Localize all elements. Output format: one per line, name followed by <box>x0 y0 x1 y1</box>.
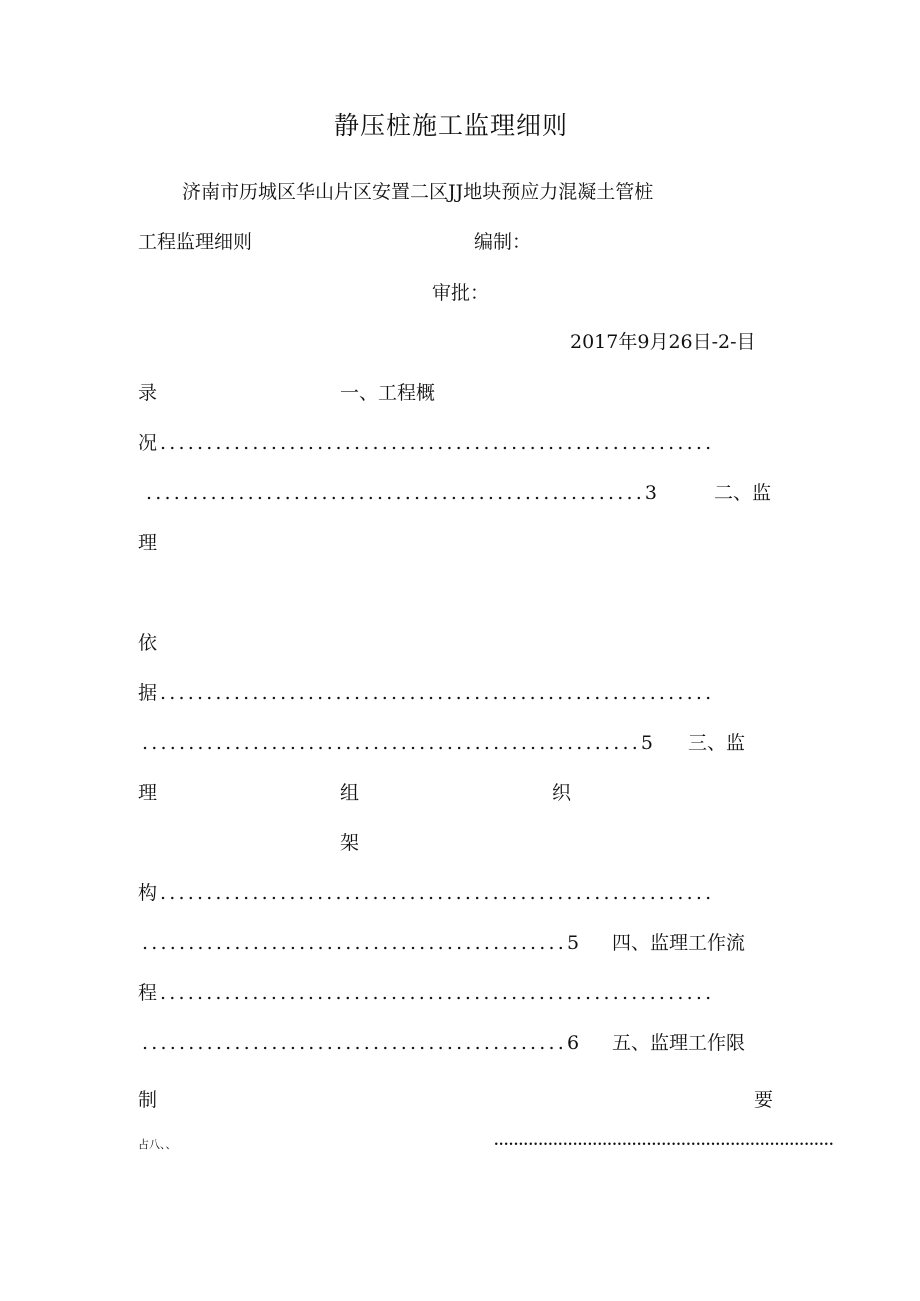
toc-item-1-cont: 况 <box>138 432 158 454</box>
toc-item-3-cont: 构 <box>138 882 158 904</box>
toc-leader-dots: ..............................................5 <box>142 932 583 954</box>
toc-leader-dots: ..................................................................... <box>494 1134 834 1149</box>
toc-item-5-cont: 要 <box>754 1089 774 1111</box>
toc-leader-dots: ......................................................5 <box>142 732 657 754</box>
toc-leader-dots: ............................................................ <box>160 432 715 454</box>
toc-leader-dots: ............................................................ <box>160 682 715 704</box>
toc-item-2-cont: 依 <box>138 632 158 654</box>
toc-item-3: 三、监 <box>688 732 746 754</box>
toc-leader-dots: ............................................................ <box>160 982 715 1004</box>
toc-heading-part: 录 <box>138 382 158 404</box>
toc-leader-dots: ......................................................3 <box>146 482 661 504</box>
toc-item-4-cont: 程 <box>138 982 158 1004</box>
approved-label: 审批： <box>432 282 490 304</box>
toc-item-2-cont: 理 <box>138 532 158 554</box>
toc-leader-dots: ..............................................6 <box>142 1032 583 1054</box>
toc-item-5: 五、监理工作限 <box>612 1032 746 1054</box>
toc-item-2: 二、监 <box>714 482 772 504</box>
toc-item-2-cont: 据 <box>138 682 158 704</box>
toc-item-4: 四、监理工作流 <box>612 932 746 954</box>
toc-item-5-cont: 占八、、 <box>138 1138 177 1151</box>
toc-leader-dots: ............................................................ <box>160 882 715 904</box>
project-subtitle: 济南市历城区华山片区安置二区JJ地块预应力混凝土管桩 <box>182 181 654 203</box>
document-name: 工程监理细则 <box>138 231 253 253</box>
toc-item-1: 一、工程概 <box>340 382 436 404</box>
toc-item-3-cont: 组 <box>340 782 360 804</box>
toc-item-3-cont: 织 <box>552 782 572 804</box>
compiled-label: 编制： <box>474 231 532 253</box>
document-title: 静压桩施工监理细则 <box>334 111 569 140</box>
date-line: 2017年9月26日-2-目 <box>570 331 756 353</box>
toc-item-3-cont: 理 <box>138 782 158 804</box>
toc-item-5-cont: 制 <box>138 1089 158 1111</box>
toc-item-3-cont: 架 <box>340 832 360 854</box>
